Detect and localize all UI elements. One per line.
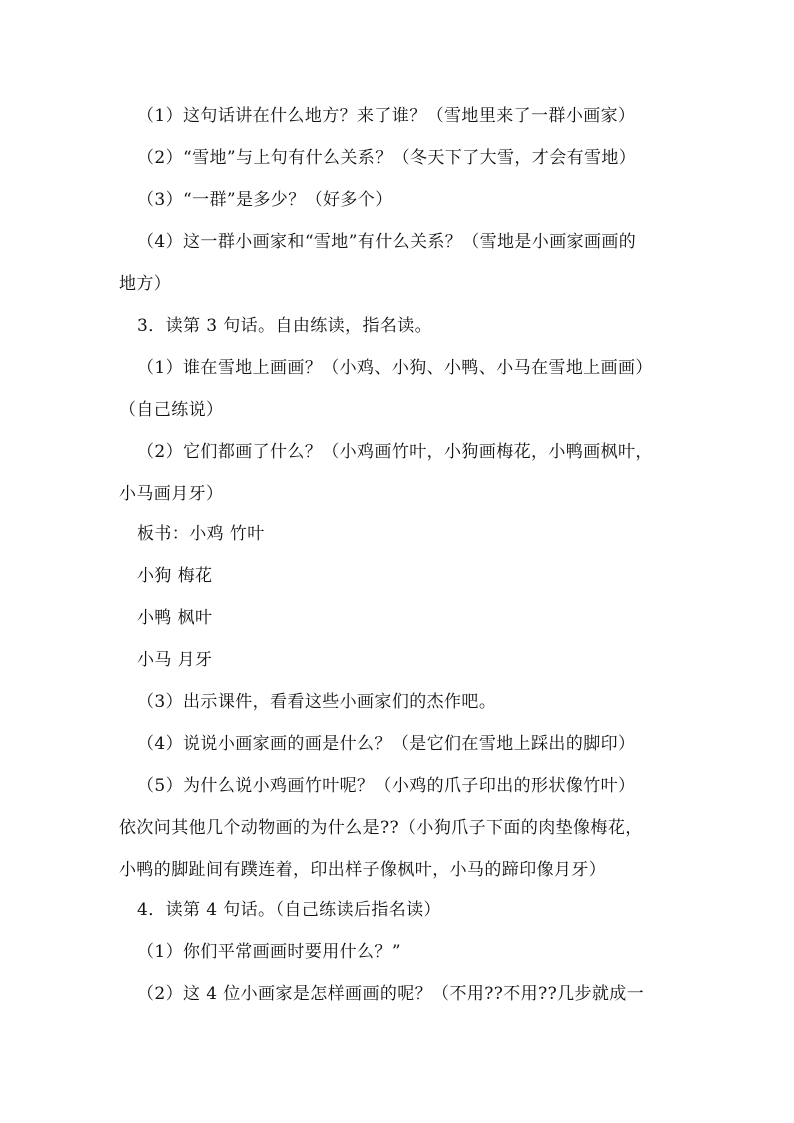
text-line-7: （1）谁在雪地上画画？（小鸡、小狗、小鸭、小马在雪地上画画） [137, 358, 653, 378]
section-heading-4: 4．读第 4 句话。（自己练读后指名读） [137, 900, 441, 920]
board-writing-line-4: 小马 月牙 [137, 650, 213, 670]
section-heading-3: 3．读第 3 句话。自由练读，指名读。 [137, 316, 433, 336]
text-line-16: （4）说说小画家画的画是什么？（是它们在雪地上踩出的脚印） [137, 734, 636, 754]
text-line-17: （5）为什么说小鸡画竹叶呢？（小鸡的爪子印出的形状像竹叶） [137, 776, 636, 796]
text-line-2: （2）“雪地”与上句有什么关系？（冬天下了大雪，才会有雪地） [137, 148, 637, 168]
text-line-15: （3）出示课件，看看这些小画家们的杰作吧。 [137, 692, 497, 712]
text-line-18: 依次问其他几个动物画的为什么是??（小狗爪子下面的肉垫像梅花， [119, 818, 643, 838]
text-line-22: （2）这 4 位小画家是怎样画画的呢？（不用??不用??几步就成一 [137, 984, 645, 1004]
text-line-8: （自己练说） [119, 400, 224, 420]
text-line-3: （3）“一群”是多少？（好多个） [137, 190, 393, 210]
text-line-10: 小马画月牙） [119, 484, 224, 504]
board-writing-line-1: 板书：小鸡 竹叶 [137, 524, 265, 544]
text-line-19: 小鸭的脚趾间有蹼连着，印出样子像枫叶，小马的蹄印像月牙） [119, 860, 607, 880]
text-line-21: （1）你们平常画画时要用什么？” [137, 942, 401, 962]
board-writing-line-2: 小狗 梅花 [137, 566, 213, 586]
text-line-5: 地方） [119, 274, 172, 294]
board-writing-line-3: 小鸭 枫叶 [137, 608, 213, 628]
text-line-9: （2）它们都画了什么？（小鸡画竹叶，小狗画梅花，小鸭画枫叶， [137, 442, 653, 462]
text-line-4: （4）这一群小画家和“雪地”有什么关系？（雪地是小画家画画的 [137, 232, 637, 252]
text-line-1: （1）这句话讲在什么地方？来了谁？（雪地里来了一群小画家） [137, 106, 636, 126]
